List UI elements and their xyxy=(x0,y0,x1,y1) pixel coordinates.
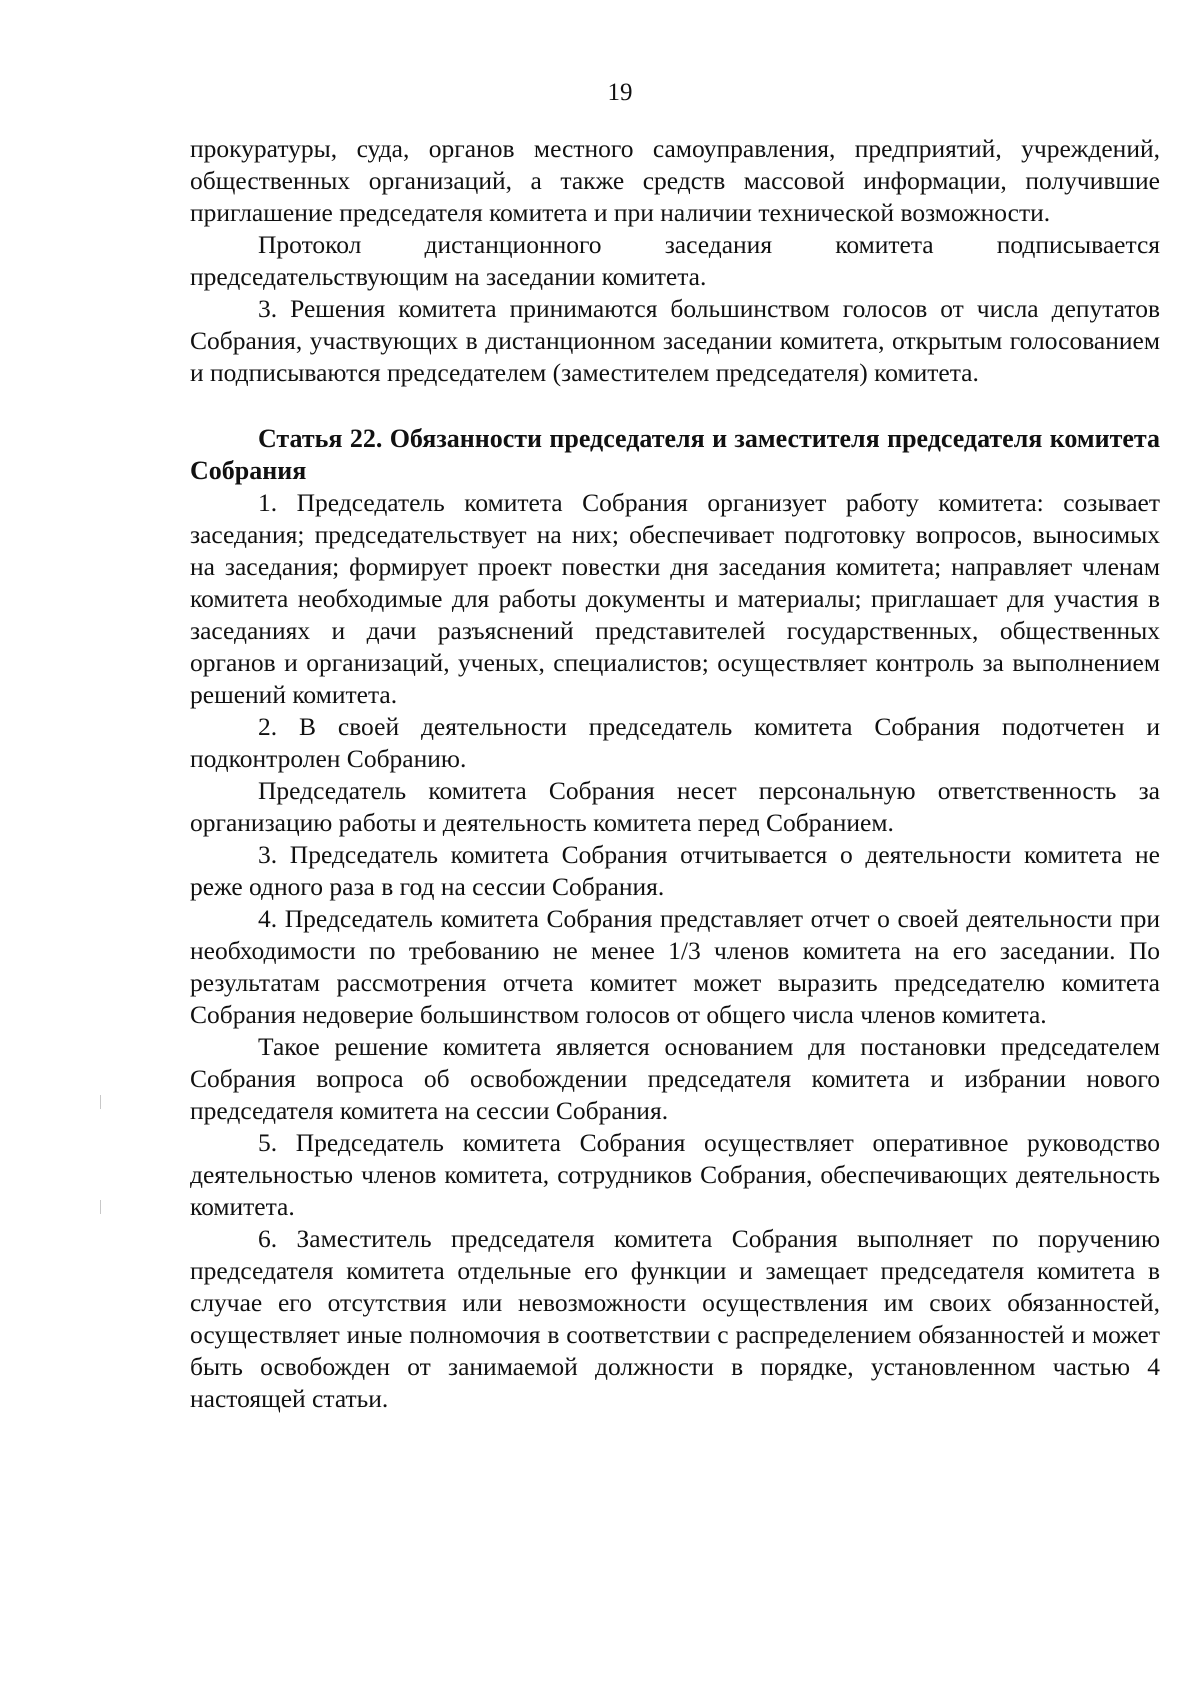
paragraph-decisions: 3. Решения комитета принимаются большинством голосов от числа депутатов Собрания, участвующих в дистанционном заседании комитета, открытым голосованием и подписываются председателем (заместителем председателя) комитета. xyxy=(190,294,1160,387)
paragraph-item-2: 2. В своей деятельности председатель комитета Собрания подотчетен и подконтролен Собранию. xyxy=(190,712,1160,773)
paragraph-decision-basis: Такое решение комитета является основанием для постановки председателем Собрания вопроса об освобождении председателя комитета и избрании нового председателя комитета на сессии Собрания. xyxy=(190,1032,1160,1125)
scan-margin-mark xyxy=(100,1200,101,1214)
paragraph-item-4: 4. Председатель комитета Собрания представляет отчет о своей деятельности при необходимости по требованию не менее 1/3 членов комитета на его заседании. По результатам рассмотрения отчета комитет может выразить председателю комитета Собрания недоверие большинством голосов от общего числа членов комитета. xyxy=(190,904,1160,1029)
page-number: 19 xyxy=(607,79,633,106)
document-body xyxy=(190,133,1160,1415)
paragraph-item-5: 5. Председатель комитета Собрания осуществляет оперативное руководство деятельностью членов комитета, сотрудников Собрания, обеспечивающих деятельность комитета. xyxy=(190,1128,1160,1221)
section-spacer xyxy=(190,389,1160,423)
paragraph-item-6: 6. Заместитель председателя комитета Собрания выполняет по поручению председателя комитета отдельные его функции и замещает председателя комитета в случае его отсутствия или невозможности осуществления им своих обязанностей, осуществляет иные полномочия в соответствии с распределением обязанностей и может быть освобожден от занимаемой должности в порядке, установленном частью 4 настоящей статьи. xyxy=(190,1224,1160,1413)
article-heading: Статья 22. Обязанности председателя и заместителя председателя комитета Собрания xyxy=(190,424,1160,485)
paragraph-protocol: Протокол дистанционного заседания комитета подписывается председательствующим на заседании комитета. xyxy=(190,230,1160,291)
paragraph-responsibility: Председатель комитета Собрания несет персональную ответственность за организацию работы и деятельность комитета перед Собранием. xyxy=(190,776,1160,837)
paragraph-item-1: 1. Председатель комитета Собрания организует работу комитета: созывает заседания; председательствует на них; обеспечивает подготовку вопросов, выносимых на заседания; формирует проект повестки дня заседания комитета; направляет членам комитета необходимые для работы документы и материалы; приглашает для участия в заседаниях и дачи разъяснений представителей государственных, общественных органов и организаций, ученых, специалистов; осуществляет контроль за выполнением решений комитета. xyxy=(190,488,1160,709)
paragraph-continuation: прокуратуры, суда, органов местного самоуправления, предприятий, учреждений, общественных организаций, а также средств массовой информации, получившие приглашение председателя комитета и при наличии технической возможности. xyxy=(190,134,1160,227)
paragraph-item-3: 3. Председатель комитета Собрания отчитывается о деятельности комитета не реже одного раза в год на сессии Собрания. xyxy=(190,840,1160,901)
scan-margin-mark xyxy=(100,1095,101,1109)
